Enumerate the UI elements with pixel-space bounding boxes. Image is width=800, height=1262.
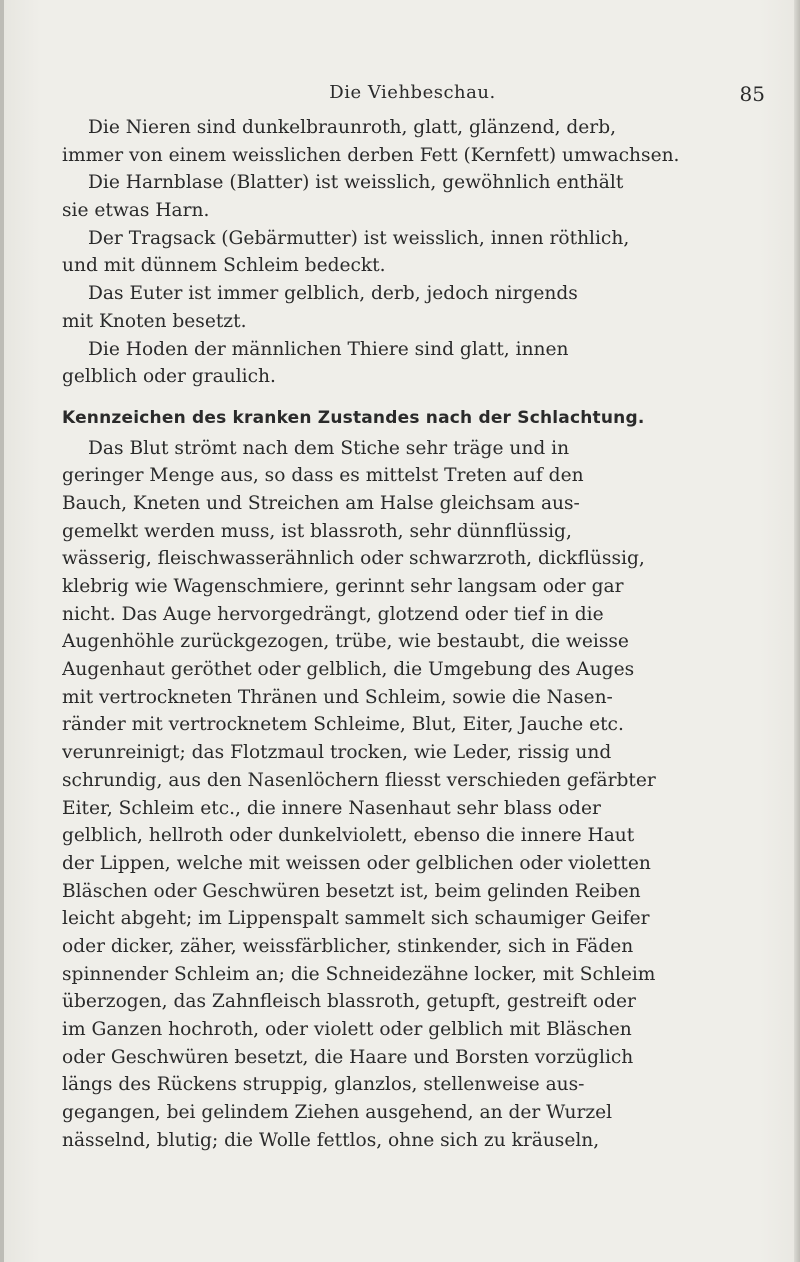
paragraph-hoden [62,336,766,391]
text-line: schrundig, aus den Nasenlöchern fliesst verschieden gefärbter [62,769,656,791]
text-line: nicht. Das Auge hervorgedrängt, glotzend oder tief in die [62,603,604,625]
paragraph-nieren [62,114,766,169]
body-text [62,114,766,1154]
text-line: immer von einem weisslichen derben Fett (Kernfett) umwachsen. [62,144,680,166]
text-line: Augenhaut geröthet oder gelblich, die Umgebung des Auges [62,659,635,681]
text-line: überzogen, das Zahnfleisch blassroth, getupft, gestreift oder [62,991,636,1013]
text-line: klebrig wie Wagenschmiere, gerinnt sehr langsam oder gar [62,576,624,597]
text-line: spinnender Schleim an; die Schneidezähne locker, mit Schleim [62,963,656,985]
paragraph-blut [62,435,766,1155]
text-line: verunreinigt; das Flotzmaul trocken, wie Leder, rissig und [62,742,612,764]
text-line: Bauch, Kneten und Streichen am Halse gleichsam aus- [62,492,580,514]
text-line: wässerig, fleischwasserähnlich oder schwarzroth, dickflüssig, [62,548,645,570]
text-line: nässelnd, blutig; die Wolle fettlos, ohne sich zu kräuseln, [62,1129,600,1151]
text-line: Eiter, Schleim etc., die innere Nasenhaut sehr blass oder [62,797,601,819]
running-title: Die Viehbeschau. [329,82,496,103]
section-heading: Kennzeichen des kranken Zustandes nach der Schlachtung. [62,407,645,428]
text-line: Der Tragsack (Gebärmutter) ist weisslich, innen röthlich, [88,227,630,249]
page-left-edge [0,0,4,1262]
text-line: gelblich, hellroth oder dunkelviolett, ebenso die innere Haut [62,825,635,847]
text-line: gelblich oder graulich. [62,366,276,388]
text-line: Das Blut strömt nach dem Stiche sehr träge und in [88,437,570,459]
text-line: gemelkt werden muss, ist blassroth, sehr dünnflüssig, [62,520,572,542]
paragraph-harnblase [62,169,766,224]
text-line: und mit dünnem Schleim bedeckt. [62,255,386,277]
text-line: Die Nieren sind dunkelbraunroth, glatt, glänzend, derb, [88,117,617,138]
text-line: mit vertrockneten Thränen und Schleim, sowie die Nasen- [62,686,613,708]
text-line: Das Euter ist immer gelblich, derb, jedoch nirgends [88,283,578,305]
text-line: gegangen, bei gelindem Ziehen ausgehend, an der Wurzel [62,1102,613,1124]
text-line: mit Knoten besetzt. [62,310,247,332]
text-line: der Lippen, welche mit weissen oder gelblichen oder violetten [62,852,651,874]
page-number: 85 [739,82,765,106]
text-line: längs des Rückens struppig, glanzlos, stellenweise aus- [62,1074,585,1096]
page-right-edge [794,0,800,1262]
paragraph-tragsack [62,225,766,280]
text-line: Bläschen oder Geschwüren besetzt ist, beim gelinden Reiben [62,880,641,902]
text-line: Die Harnblase (Blatter) ist weisslich, gewöhnlich enthält [88,172,624,194]
paragraph-euter [62,280,766,335]
text-line: oder dicker, zäher, weissfärblicher, stinkender, sich in Fäden [62,935,634,957]
text-line: ränder mit vertrocknetem Schleime, Blut, Eiter, Jauche etc. [62,714,624,736]
text-line: sie etwas Harn. [62,200,210,222]
text-line: Die Hoden der männlichen Thiere sind glatt, innen [88,338,569,360]
page-header [60,82,765,106]
text-line: geringer Menge aus, so dass es mittelst Treten auf den [62,465,584,487]
text-line: leicht abgeht; im Lippenspalt sammelt sich schaumiger Geifer [62,908,650,930]
text-line: oder Geschwüren besetzt, die Haare und Borsten vorzüglich [62,1046,634,1068]
text-line: Augenhöhle zurückgezogen, trübe, wie bestaubt, die weisse [62,631,629,653]
text-line: im Ganzen hochroth, oder violett oder gelblich mit Bläschen [62,1019,632,1040]
